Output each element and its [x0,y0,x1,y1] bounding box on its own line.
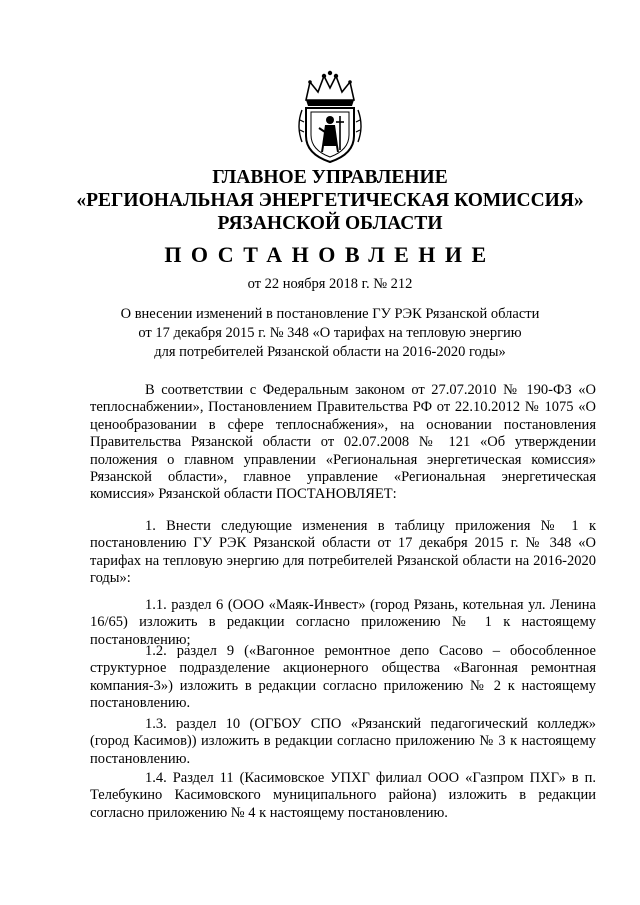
item-1-2-paragraph: 1.2. раздел 9 («Вагонное ремонтное депо Сасово – обособленное структурное подразделение акционерного общества «Вагонная ремонтная компания-3») изложить в редакции согласно приложению № 2 к настоящему постановлению. [90,643,596,712]
item-1-4-paragraph: 1.4. Раздел 11 (Касимовское УПХГ филиал ООО «Газпром ПХГ» в п. Телебукино Касимовского муниципального района) изложить в редакции согласно приложению № 4 к настоящему постановлению. [90,770,596,821]
document-date-number: от 22 ноября 2018 г. № 212 [247,276,413,292]
subject-line: О внесении изменений в постановление ГУ РЭК Рязанской области [120,306,540,322]
ryazan-coat-of-arms-icon [292,70,368,164]
subject-line: от 17 декабря 2015 г. № 348 «О тарифах на тепловую энергию [138,325,522,341]
org-name-line3: РЯЗАНСКОЙ ОБЛАСТИ [217,213,443,234]
document-type-title: ПОСТАНОВЛЕНИЕ [164,242,496,267]
item-1-3-paragraph: 1.3. раздел 10 (ОГБОУ СПО «Рязанский педагогический колледж» (город Касимов)) изложить в редакции согласно приложению № 3 к настоящему постановлению. [90,716,596,767]
org-name-line1: ГЛАВНОЕ УПРАВЛЕНИЕ [212,167,448,188]
document-subject [60,305,600,362]
subject-line: для потребителей Рязанской области на 2016-2020 годы» [154,344,506,360]
item-1-1-paragraph: 1.1. раздел 6 (ООО «Маяк-Инвест» (город Рязань, котельная ул. Ленина 16/65) изложить в редакции согласно приложению № 1 к настоящему постановлению; [90,597,596,648]
preamble-paragraph: В соответствии с Федеральным законом от 27.07.2010 № 190-ФЗ «О теплоснабжении», Постановлением Правительства РФ от 22.10.2012 № 1075 «О ценообразовании в сфере теплоснабжения», на основании постановления Правительства Рязанской области от 02.07.2008 № 121 «Об утверждении положения о главном управлении «Региональная энергетическая комиссия» Рязанской области», главное управление «Региональная энергетическая комиссия» Рязанской области ПОСТАНОВЛЯЕТ: [90,382,596,503]
org-name-line2: «РЕГИОНАЛЬНАЯ ЭНЕРГЕТИЧЕСКАЯ КОМИССИЯ» [76,190,584,211]
item-1-paragraph: 1. Внести следующие изменения в таблицу приложения № 1 к постановлению ГУ РЭК Рязанской области от 17 декабря 2015 г. № 348 «О тарифах на тепловую энергию для потребителей Рязанской области на 2016-2020 годы»: [90,518,596,587]
